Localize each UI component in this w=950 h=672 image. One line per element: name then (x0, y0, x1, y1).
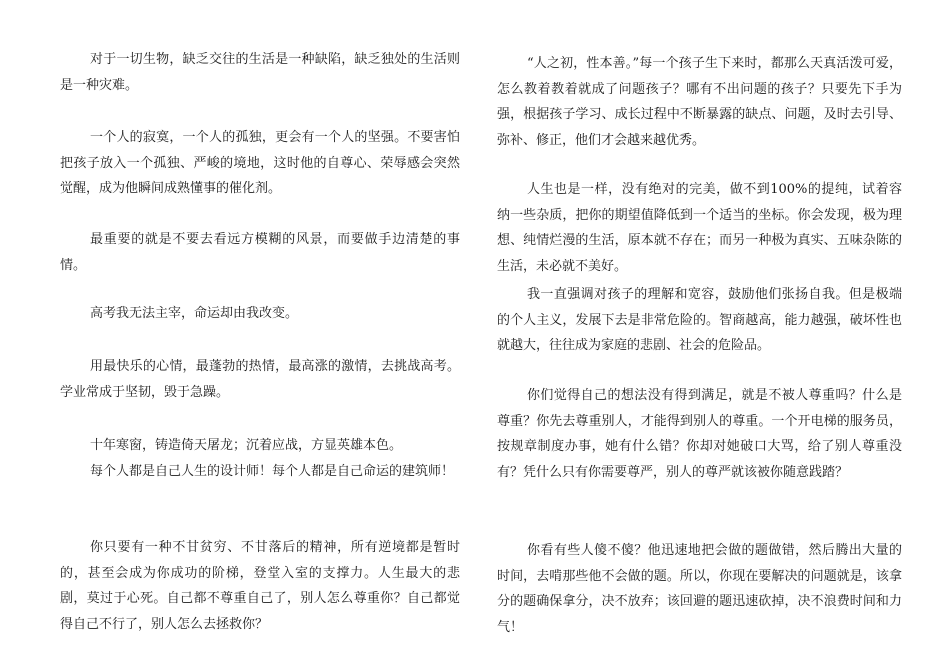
paragraph: 你们觉得自己的想法没有得到满足，就是不被人尊重吗？什么是尊重？你先去尊重别人，才能得到别人的尊重。一个开电梯的服务员，按规章制度办事，她有什么错？你却对她破口大骂，给了别人尊重没有？凭什么只有你需要尊严，别人的尊严就该被你随意践踏？ (497, 388, 902, 480)
paragraph: 十年寒窗，铸造倚天屠龙；沉着应战，方显英雄本色。 (90, 438, 403, 453)
paragraph: 对于一切生物，缺乏交往的生活是一种缺陷，缺乏独处的生活则是一种灾难。 (60, 52, 460, 93)
paragraph: “人之初，性本善。”每一个孩子生下来时，都那么天真活泼可爱，怎么教着教着就成了问题孩子？哪有不出问题的孩子？只要先下手为强，根据孩子学习、成长过程中不断暴露的缺点、问题，及时去引导、弥补、修正，他们才会越来越优秀。 (497, 56, 902, 148)
paragraph: 用最快乐的心情，最蓬勃的热情，最高涨的激情，去挑战高考。学业常成于坚韧，毁于急躁。 (60, 359, 460, 400)
paragraph: 你看有些人傻不傻？他迅速地把会做的题做错，然后腾出大量的时间，去啃那些他不会做的题。所以，你现在要解决的问题就是，该拿分的题确保拿分，决不放弃；该回避的题迅速砍掉，决不浪费时间和力气！ (497, 543, 902, 635)
paragraph: 我一直强调对孩子的理解和宽容，鼓励他们张扬自我。但是极端的个人主义，发展下去是非常危险的。智商越高，能力越强，破坏性也就越大，往往成为家庭的悲剧、社会的危险品。 (497, 287, 902, 353)
paragraph: 一个人的寂寞，一个人的孤独，更会有一个人的坚强。不要害怕把孩子放入一个孤独、严峻的境地，这时他的自尊心、荣辱感会突然觉醒，成为他瞬间成熟懂事的催化剂。 (60, 130, 460, 196)
paragraph: 最重要的就是不要去看远方模糊的风景，而要做手边清楚的事情。 (60, 232, 460, 273)
paragraph: 每个人都是自己人生的设计师！每个人都是自己命运的建筑师！ (90, 464, 455, 479)
paragraph: 你只要有一种不甘贫穷、不甘落后的精神，所有逆境都是暂时的，甚至会成为你成功的阶梯，登堂入室的支撑力。人生最大的悲剧，莫过于心死。自己都不尊重自己了，别人怎么尊重你？自己都觉得自己不行了，别人怎么去拯救你？ (60, 540, 460, 632)
paragraph: 人生也是一样，没有绝对的完美，做不到100%的提纯，试着容纳一些杂质，把你的期望值降低到一个适当的坐标。你会发现，极为理想、纯情烂漫的生活，原本就不存在；而另一种极为真实、五味杂陈的生活，未必就不美好。 (497, 182, 902, 274)
paragraph: 高考我无法主宰，命运却由我改变。 (90, 306, 299, 321)
